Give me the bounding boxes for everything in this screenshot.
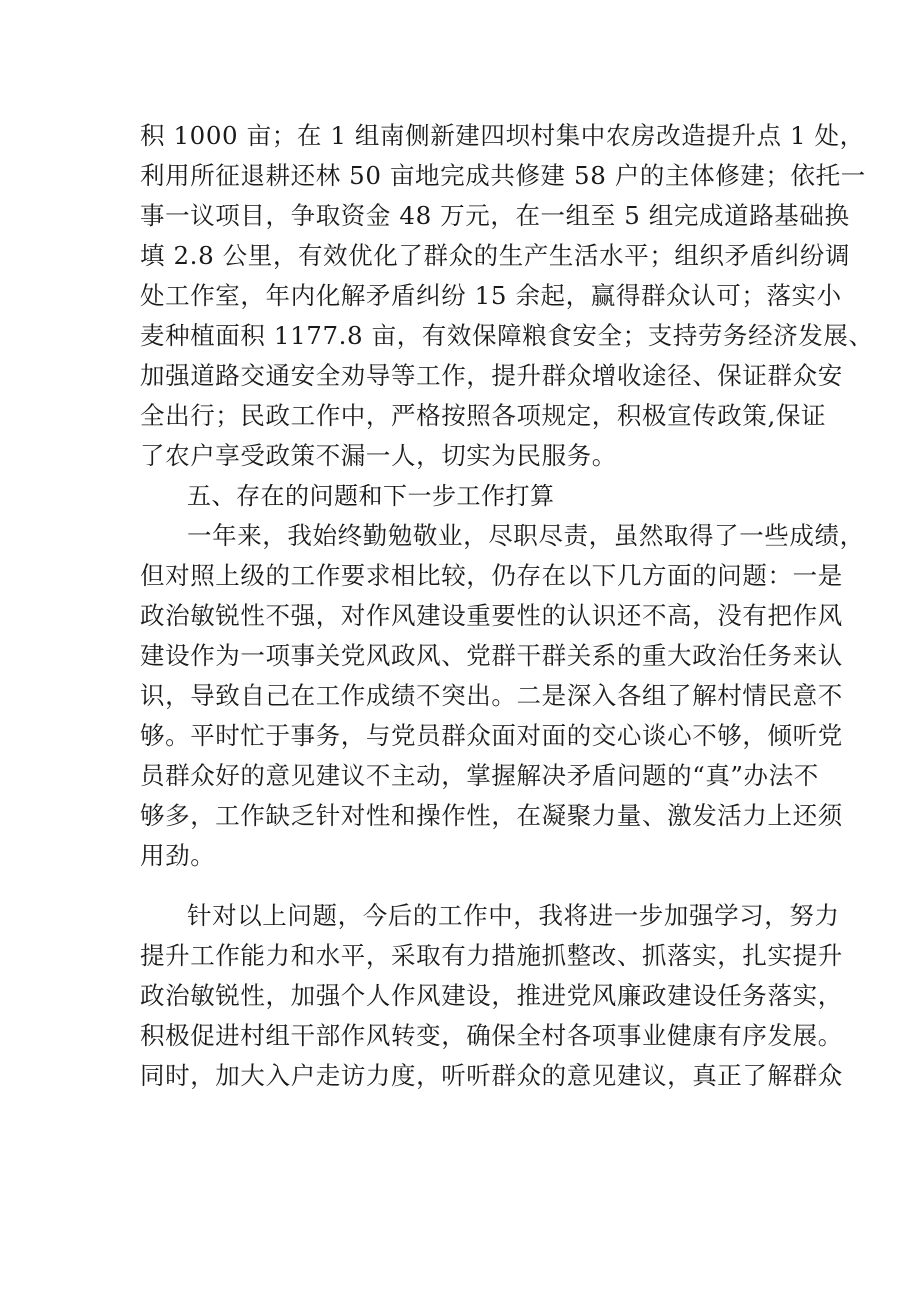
text-line: 了农户享受政策不漏一人，切实为民服务。	[140, 441, 617, 470]
text-line: 同时，加大入户走访力度，听听群众的意见建议，真正了解群众	[140, 1061, 843, 1090]
text-line: 利用所征退耕还林 50 亩地完成共修建 58 户的主体修建；依托一	[140, 161, 866, 190]
text-line: 识，导致自己在工作成绩不突出。二是深入各组了解村情民意不	[140, 681, 843, 710]
text-line: 针对以上问题，今后的工作中，我将进一步加强学习，努力	[187, 901, 840, 930]
text-line: 积 1000 亩；在 1 组南侧新建四坝村集中农房改造提升点 1 处，	[140, 121, 865, 150]
text-line: 积极促进村组干部作风转变，确保全村各项事业健康有序发展。	[140, 1021, 843, 1050]
text-line: 政治敏锐性，加强个人作风建设，推进党风廉政建设任务落实，	[140, 981, 843, 1010]
text-line: 建设作为一项事关党风政风、党群干群关系的重大政治任务来认	[140, 641, 843, 670]
text-line: 麦种植面积 1177.8 亩，有效保障粮食安全；支持劳务经济发展、	[140, 321, 874, 350]
text-line: 提升工作能力和水平，采取有力措施抓整改、抓落实，扎实提升	[140, 941, 843, 970]
text-line: 员群众好的意见建议不主动，掌握解决矛盾问题的“真”办法不	[140, 761, 819, 790]
text-line: 一年来，我始终勤勉敬业，尽职尽责，虽然取得了一些成绩，	[187, 521, 865, 550]
text-line: 事一议项目，争取资金 48 万元，在一组至 5 组完成道路基础换	[140, 201, 850, 230]
text-line: 加强道路交通安全劝导等工作，提升群众增收途径、保证群众安	[140, 361, 843, 390]
text-line: 但对照上级的工作要求相比较，仍存在以下几方面的问题：一是	[140, 561, 843, 590]
text-line: 够多，工作缺乏针对性和操作性，在凝聚力量、激发活力上还须	[140, 801, 843, 830]
text-line: 填 2.8 公里，有效优化了群众的生产生活水平；组织矛盾纠纷调	[140, 241, 851, 270]
text-line: 用劲。	[140, 841, 216, 870]
text-line: 够。平时忙于事务，与党员群众面对面的交心谈心不够，倾听党	[140, 721, 843, 750]
text-line: 政治敏锐性不强，对作风建设重要性的认识还不高，没有把作风	[140, 601, 843, 630]
text-line: 处工作室，年内化解矛盾纠纷 15 余起，赢得群众认可；落实小	[140, 281, 842, 310]
section-heading: 五、存在的问题和下一步工作打算	[187, 482, 555, 510]
text-line: 全出行；民政工作中，严格按照各项规定，积极宣传政策,保证	[140, 401, 827, 430]
